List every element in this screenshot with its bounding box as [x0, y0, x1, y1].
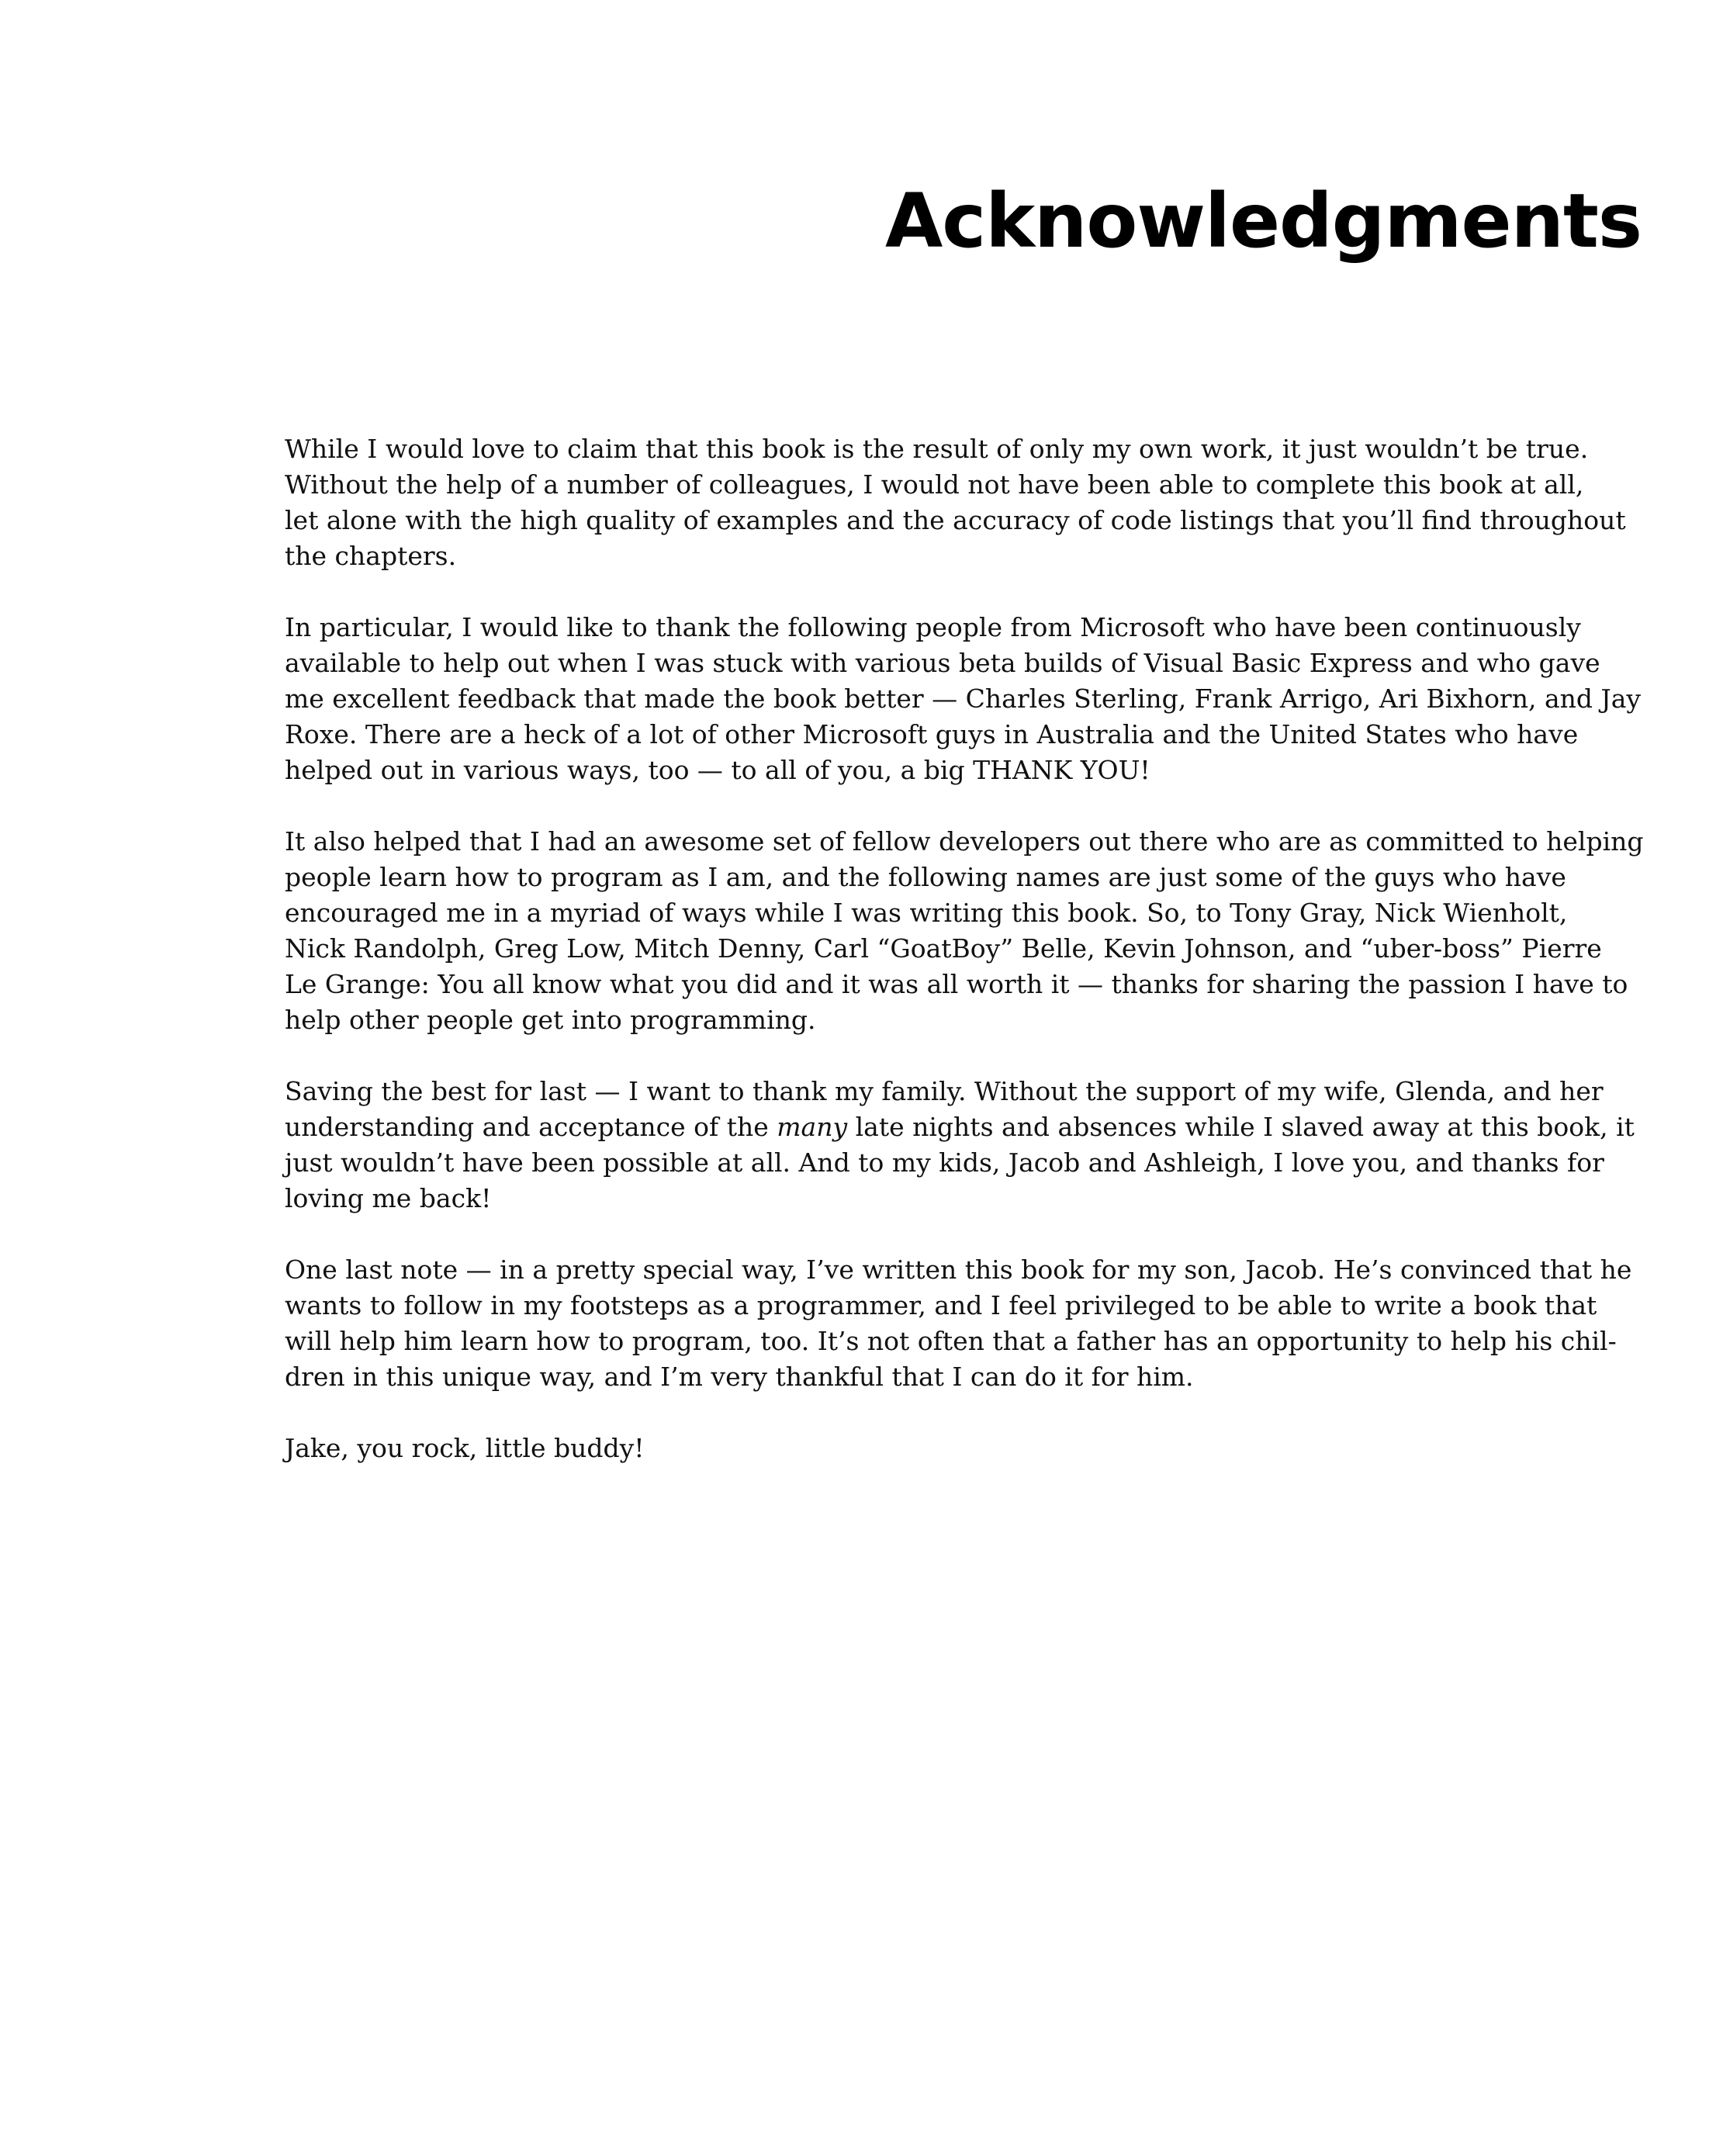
text-line: encouraged me in a myriad of ways while I was writing this book. So, to Tony Gray, Nick Wienholt, [285, 898, 1568, 928]
text-line: people learn how to program as I am, and the following names are just some of the guys who have [285, 862, 1566, 892]
acknowledgments-body [285, 431, 1646, 1502]
text-segment: late nights and absences while I slaved away at this book, it [847, 1112, 1635, 1142]
paragraph-developers-thanks [285, 824, 1646, 1038]
paragraph-family-thanks [285, 1074, 1646, 1216]
text-line: While I would love to claim that this book is the result of only my own work, it just wouldn’t be true. [285, 434, 1589, 464]
text-line: dren in this unique way, and I’m very thankful that I can do it for him. [285, 1362, 1194, 1392]
text-line: One last note — in a pretty special way, I’ve written this book for my son, Jacob. He’s convinced that he [285, 1254, 1632, 1285]
text-segment: understanding and acceptance of the [285, 1112, 777, 1142]
paragraph-son-dedication [285, 1252, 1646, 1395]
paragraph-colleagues [285, 431, 1646, 574]
text-line: Roxe. There are a heck of a lot of other Microsoft guys in Australia and the United States who have [285, 719, 1579, 749]
text-line: available to help out when I was stuck with various beta builds of Visual Basic Express and who gave [285, 648, 1600, 678]
text-line [285, 1109, 1646, 1145]
text-line: Nick Randolph, Greg Low, Mitch Denny, Carl “GoatBoy” Belle, Kevin Johnson, and “uber-boss” Pierre [285, 933, 1602, 964]
text-line: loving me back! [285, 1183, 492, 1213]
text-line: In particular, I would like to thank the following people from Microsoft who have been continuously [285, 612, 1581, 642]
text-line: help other people get into programming. [285, 1005, 816, 1035]
text-line: Without the help of a number of colleagues, I would not have been able to complete this book at all, [285, 469, 1584, 500]
text-line: let alone with the high quality of examples and the accuracy of code listings that you’ll find throughout [285, 505, 1626, 535]
text-line: me excellent feedback that made the book better — Charles Sterling, Frank Arrigo, Ari Bixhorn, and Jay [285, 683, 1642, 714]
text-line: helped out in various ways, too — to all of you, a big THANK YOU! [285, 755, 1150, 785]
text-line: just wouldn’t have been possible at all. And to my kids, Jacob and Ashleigh, I love you, and thanks for [285, 1147, 1604, 1178]
text-line: It also helped that I had an awesome set of fellow developers out there who are as committed to helping [285, 826, 1644, 857]
text-line: the chapters. [285, 541, 457, 571]
text-line: wants to follow in my footsteps as a programmer, and I feel privileged to be able to write a book that [285, 1290, 1597, 1320]
paragraph-closing [285, 1431, 1646, 1466]
text-line: Le Grange: You all know what you did and it was all worth it — thanks for sharing the passion I have to [285, 969, 1628, 999]
text-line: will help him learn how to program, too. It’s not often that a father has an opportunity to help his chil- [285, 1326, 1617, 1356]
page-title: Acknowledgments [885, 178, 1642, 265]
emphasized-word: many [777, 1112, 848, 1142]
paragraph-microsoft-thanks [285, 610, 1646, 788]
text-line: Jake, you rock, little buddy! [285, 1433, 645, 1463]
text-line: Saving the best for last — I want to thank my family. Without the support of my wife, Glenda, and her [285, 1076, 1604, 1106]
